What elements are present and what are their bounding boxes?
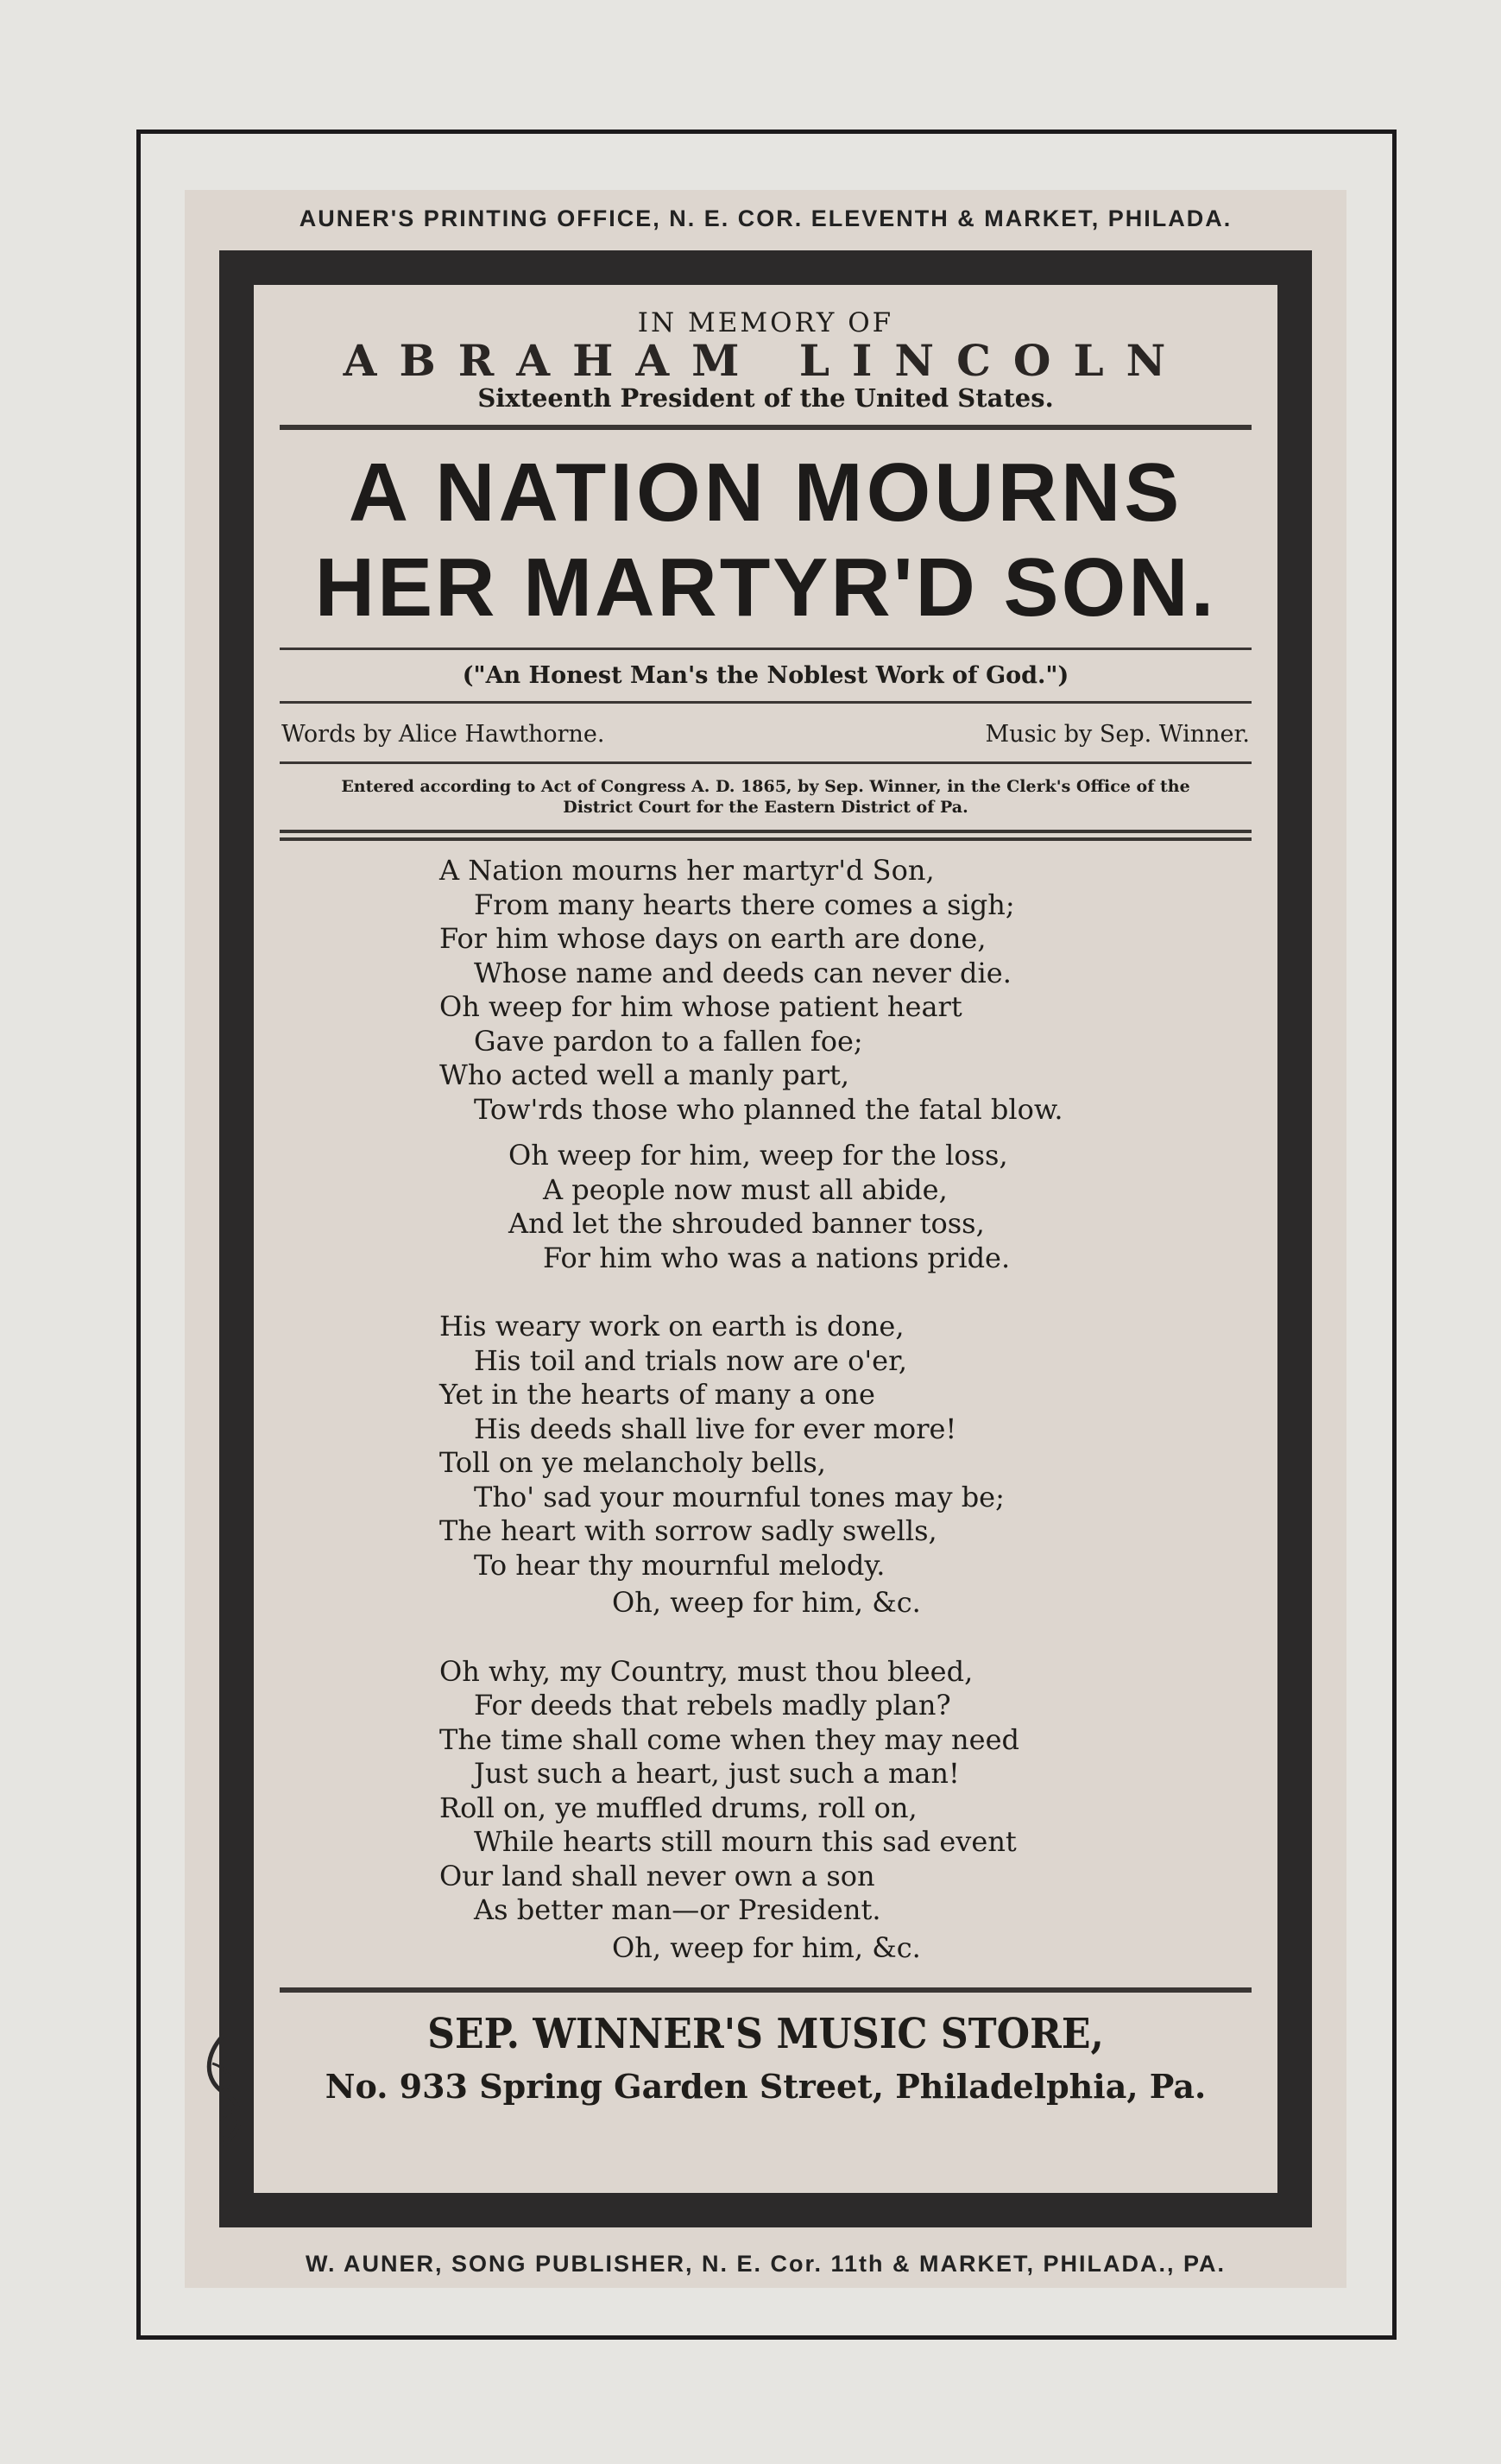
verse-1 — [439, 854, 1269, 1127]
lyric-line: Roll on, ye muffled drums, roll on, — [439, 1791, 918, 1824]
lyric-line: Tow'rds those who planned the fatal blow. — [474, 1092, 1063, 1126]
words-credit: Words by Alice Hawthorne. — [281, 721, 605, 748]
divider — [280, 830, 1252, 833]
lyric-line: Yet in the hearts of many a one — [439, 1378, 875, 1411]
credits — [262, 716, 1269, 749]
refrain: Oh, weep for him, &c. — [612, 1586, 921, 1619]
lyric-line: Just such a heart, just such a man! — [474, 1757, 960, 1790]
lyric-line: Toll on ye melancholy bells, — [439, 1446, 826, 1479]
lincoln-name: ABRAHAM LINCOLN — [343, 335, 1189, 386]
scroll-ornament-icon — [195, 2029, 255, 2150]
verse-3 — [439, 1655, 1269, 1928]
in-memory-label: IN MEMORY OF — [637, 307, 894, 338]
mourning-border — [219, 250, 1312, 2227]
lyric-line: His toil and trials now are o'er, — [474, 1343, 908, 1377]
copyright-line-2: District Court for the Eastern District of Pa. — [563, 798, 968, 817]
lyric-line: A people now must all abide, — [543, 1172, 948, 1206]
song-title-line-1: A NATION MOURNS — [348, 446, 1183, 539]
divider — [280, 648, 1252, 650]
music-store-address: No. 933 Spring Garden Street, Philadelphia, Pa. — [325, 2067, 1207, 2106]
lyric-line: Oh why, my Country, must thou bleed, — [439, 1654, 974, 1688]
lyric-line: A Nation mourns her martyr'd Son, — [439, 854, 935, 887]
lyric-line: Tho' sad your mournful tones may be; — [474, 1480, 1005, 1513]
music-store-name: SEP. WINNER'S MUSIC STORE, — [427, 2010, 1104, 2058]
copyright-notice — [262, 776, 1269, 818]
refrain: Oh, weep for him, &c. — [612, 1930, 921, 1964]
lyric-line: Oh weep for him whose patient heart — [439, 990, 962, 1023]
divider — [280, 1987, 1252, 1993]
lyric-line: Whose name and deeds can never die. — [474, 956, 1012, 989]
lyric-line: Our land shall never own a son — [439, 1859, 875, 1892]
lyric-line: The time shall come when they may need — [439, 1722, 1020, 1756]
lyric-line: While hearts still mourn this sad event — [474, 1825, 1017, 1858]
lyric-line: As better man—or President. — [474, 1893, 881, 1926]
printer-header: AUNER'S PRINTING OFFICE, N. E. COR. ELEVENTH & MARKET, PHILADA. — [299, 205, 1233, 231]
lyrics — [262, 854, 1269, 1965]
lyric-line: To hear thy mournful melody. — [474, 1548, 886, 1582]
lyric-line: And let the shrouded banner toss, — [508, 1207, 985, 1240]
copyright-line-1: Entered according to Act of Congress A. D. 1865, by Sep. Winner, in the Clerk's Office of the — [341, 777, 1190, 796]
lyric-line: The heart with sorrow sadly swells, — [439, 1514, 937, 1547]
lyric-line: For him whose days on earth are done, — [439, 922, 987, 955]
song-title-line-2: HER MARTYR'D SON. — [314, 541, 1217, 634]
lyric-line: His weary work on earth is done, — [439, 1310, 905, 1343]
motto: ("An Honest Man's the Noblest Work of God.") — [462, 662, 1069, 689]
music-credit: Music by Sep. Winner. — [985, 721, 1250, 748]
president-subtitle: Sixteenth President of the United States. — [477, 383, 1054, 413]
divider — [280, 425, 1252, 430]
sheet-content — [262, 285, 1269, 2193]
lyric-line: Who acted well a manly part, — [439, 1058, 850, 1091]
publisher-footer: W. AUNER, SONG PUBLISHER, N. E. Cor. 11th & MARKET, PHILADA., PA. — [305, 2251, 1227, 2277]
verse-2 — [439, 1310, 1269, 1583]
divider — [280, 701, 1252, 704]
lyric-line: From many hearts there comes a sigh; — [474, 888, 1015, 921]
chorus — [439, 1139, 1269, 1275]
song-sheet — [185, 190, 1346, 2288]
lyric-line: Gave pardon to a fallen foe; — [474, 1024, 863, 1058]
divider — [280, 761, 1252, 764]
lyric-line: Oh weep for him, weep for the loss, — [508, 1139, 1008, 1172]
lyric-line: For deeds that rebels madly plan? — [474, 1689, 951, 1722]
lyric-line: His deeds shall live for ever more! — [474, 1412, 957, 1445]
lyric-line: For him who was a nations pride. — [543, 1241, 1011, 1274]
